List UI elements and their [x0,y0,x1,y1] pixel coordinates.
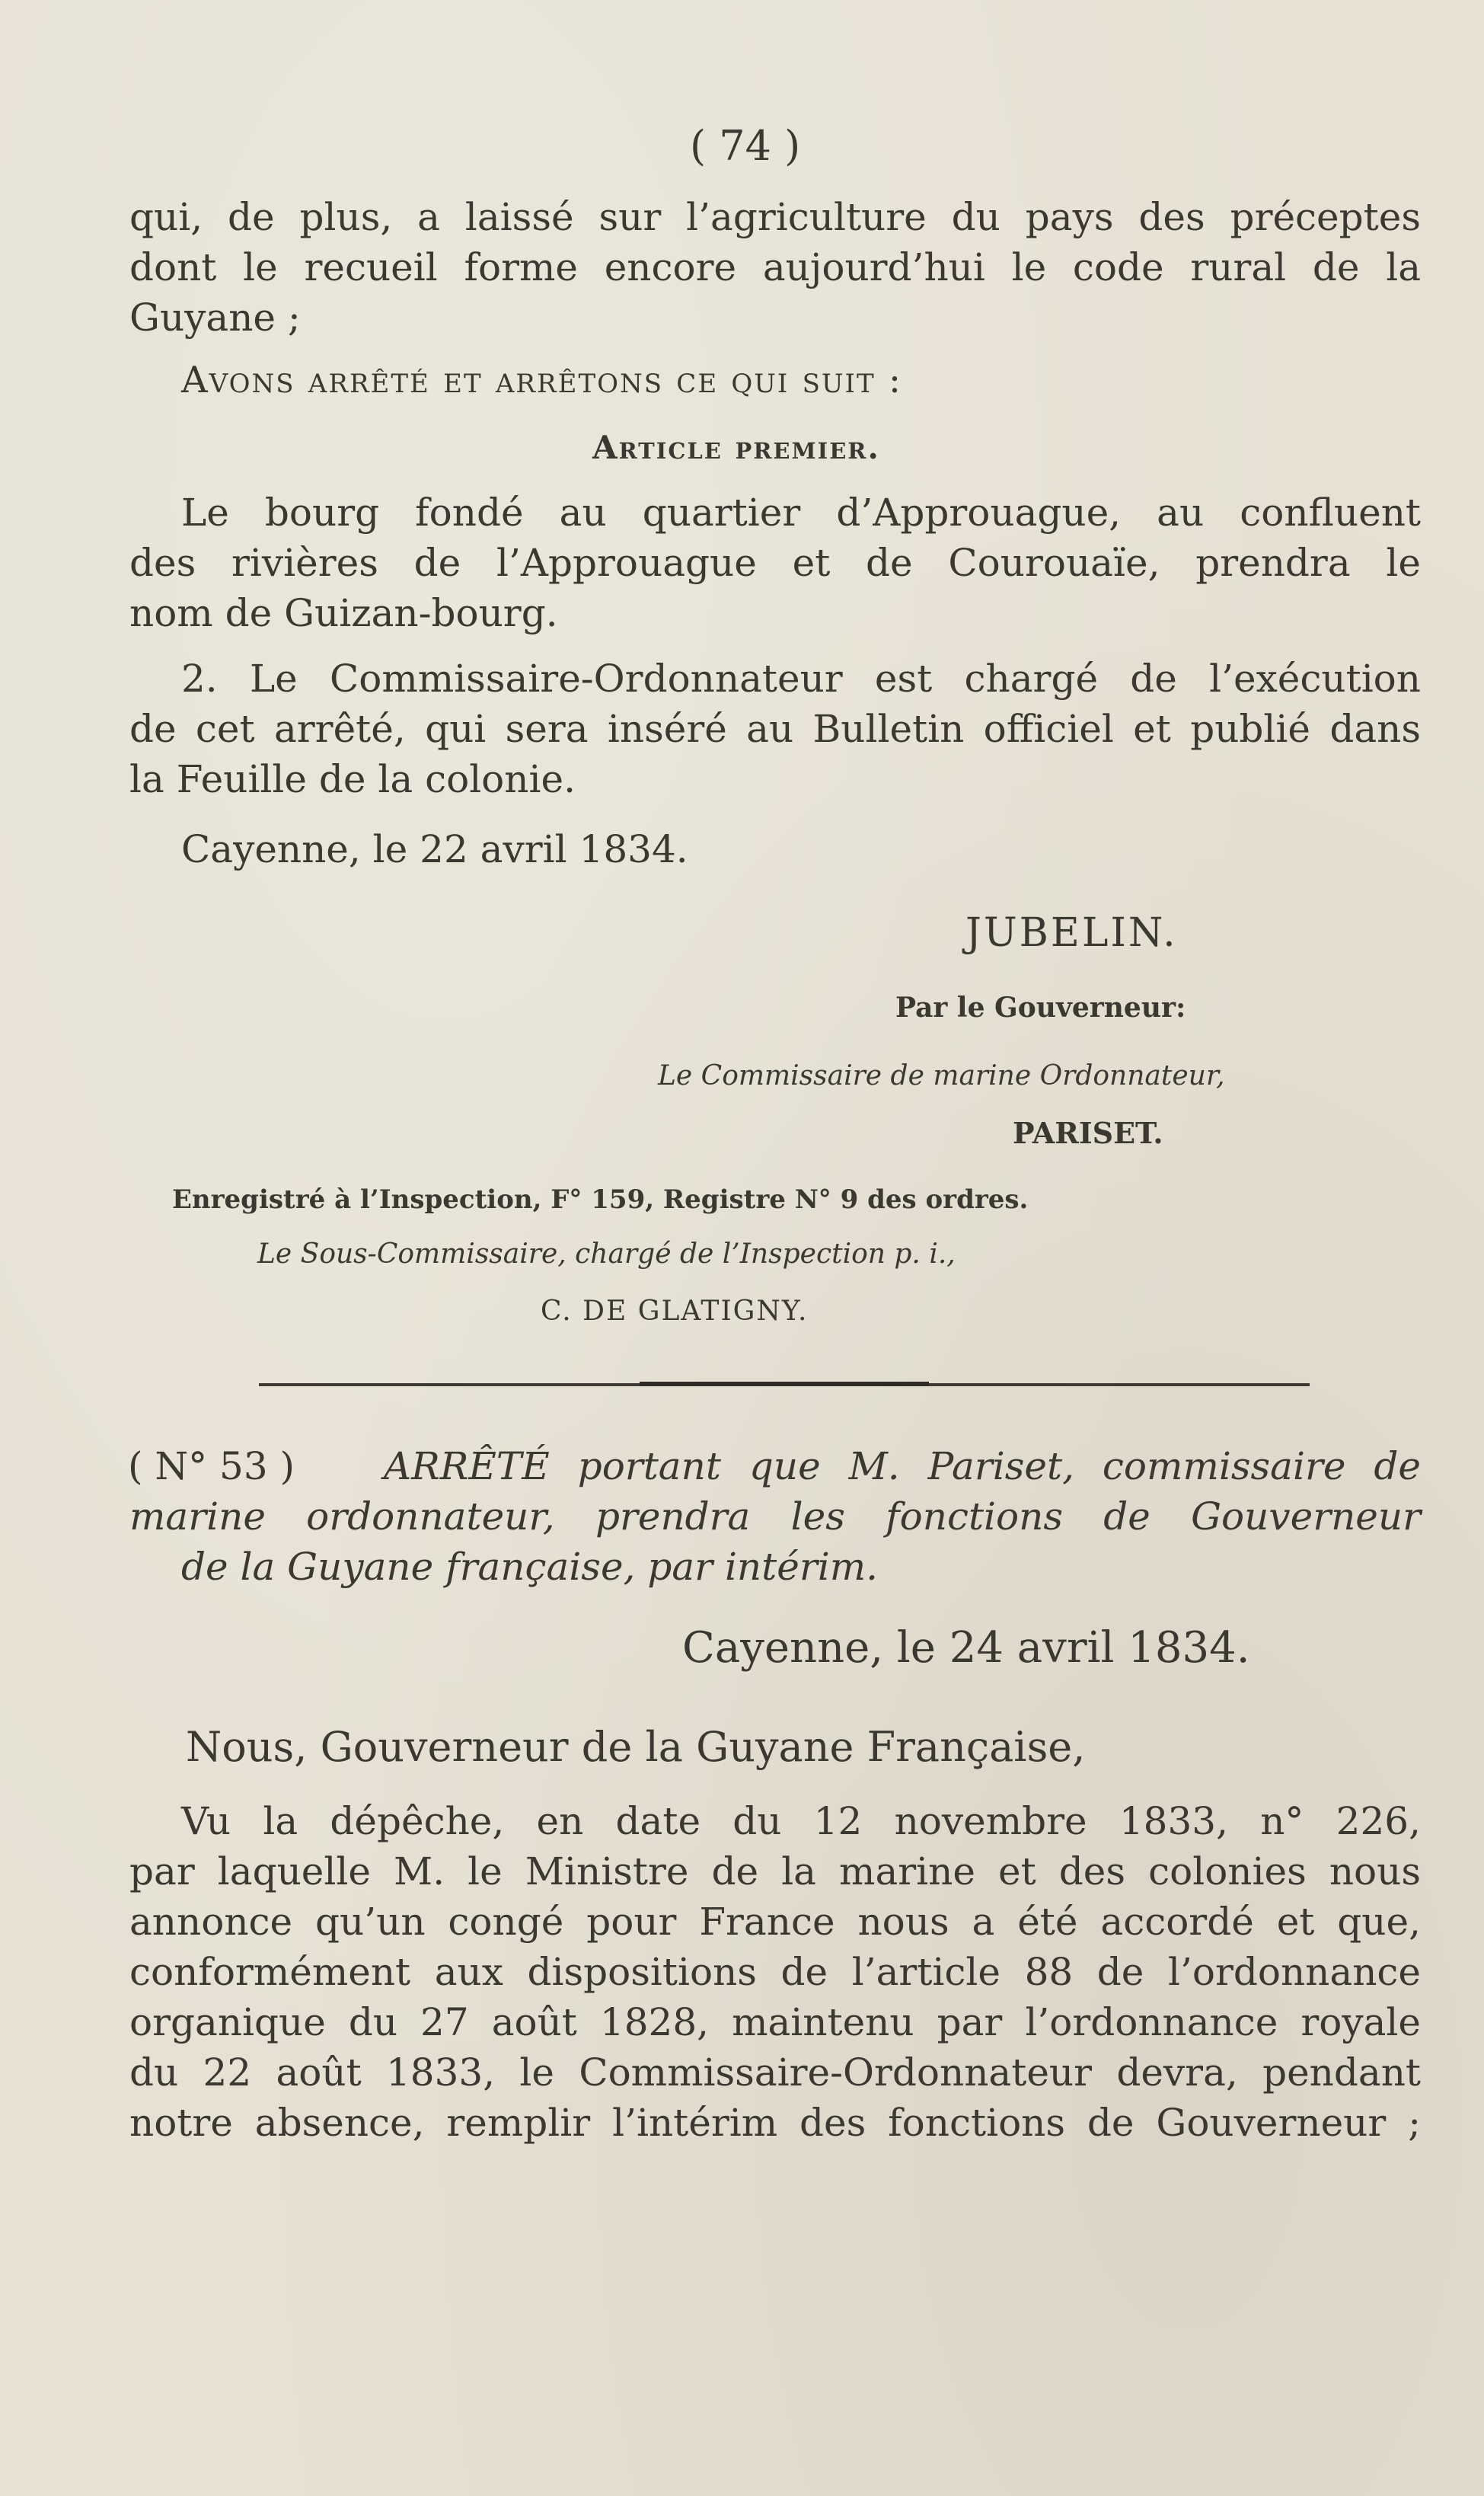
arrete-place-date: Cayenne, le 24 avril 1834. [682,1623,1250,1673]
commissaire-title: Le Commissaire de marine Ordonnateur, [658,1060,1225,1091]
decision-line: Avons arrêté et arrêtons ce qui suit : [181,359,903,401]
considerant-line: conformément aux dispositions de l’article 88 de l’ordonnance [129,1950,1421,1994]
body-line: qui, de plus, a laissé sur l’agriculture du pays des préceptes [129,195,1421,239]
arrete-heading-line: de la Guyane française, par intérim. [181,1545,879,1589]
commissaire-name: PARISET. [1013,1116,1163,1150]
par-le-gouverneur: Par le Gouverneur: [895,992,1186,1024]
considerant-line: par laquelle M. le Ministre de la marine et des colonies nous [129,1849,1421,1894]
signature-governor: JUBELIN. [965,910,1178,956]
sous-commissaire-name: C. DE GLATIGNY. [541,1296,809,1327]
body-line: Guyane ; [129,296,301,340]
arrete-heading-line: marine ordonnateur, prendra les fonctions de Gouverneur [129,1494,1421,1539]
place-date: Cayenne, le 22 avril 1834. [181,827,688,871]
considerant-line: Vu la dépêche, en date du 12 novembre 1833, n° 226, [181,1799,1421,1843]
considerant-line: organique du 27 août 1828, maintenu par l’ordonnance royale [129,2000,1421,2044]
article-1-line: Le bourg fondé au quartier d’Approuague, au confluent [181,491,1421,535]
nous-line: Nous, Gouverneur de la Guyane Française, [186,1723,1086,1771]
article-2-line: 2. Le Commissaire-Ordonnateur est chargé de l’exécution [181,657,1421,701]
considerant-line: du 22 août 1833, le Commissaire-Ordonnateur devra, pendant [129,2050,1421,2095]
article-1-line: des rivières de l’Approuague et de Courouaïe, prendra le [129,541,1421,585]
arrete-number: ( N° 53 ) [128,1444,295,1488]
registration-line: Enregistré à l’Inspection, F° 159, Registre N° 9 des ordres. [172,1184,1029,1215]
article-2-line: de cet arrêté, qui sera inséré au Bulletin officiel et publié dans [129,707,1421,751]
article-heading: Article premier. [592,429,881,466]
article-1-line: nom de Guizan-bourg. [129,591,558,635]
arrete-heading-line: ARRÊTÉ portant que M. Pariset, commissaire de [384,1444,1421,1488]
article-2-line: la Feuille de la colonie. [129,757,576,801]
body-line: dont le recueil forme encore aujourd’hui le code rural de la [129,245,1421,289]
considerant-line: annonce qu’un congé pour France nous a été accordé et que, [129,1900,1421,1944]
considerant-line: notre absence, remplir l’intérim des fonctions de Gouverneur ; [129,2101,1421,2145]
page-number: ( 74 ) [690,122,801,170]
sous-commissaire-title: Le Sous-Commissaire, chargé de l’Inspection p. i., [257,1238,956,1270]
section-divider [259,1383,1310,1386]
